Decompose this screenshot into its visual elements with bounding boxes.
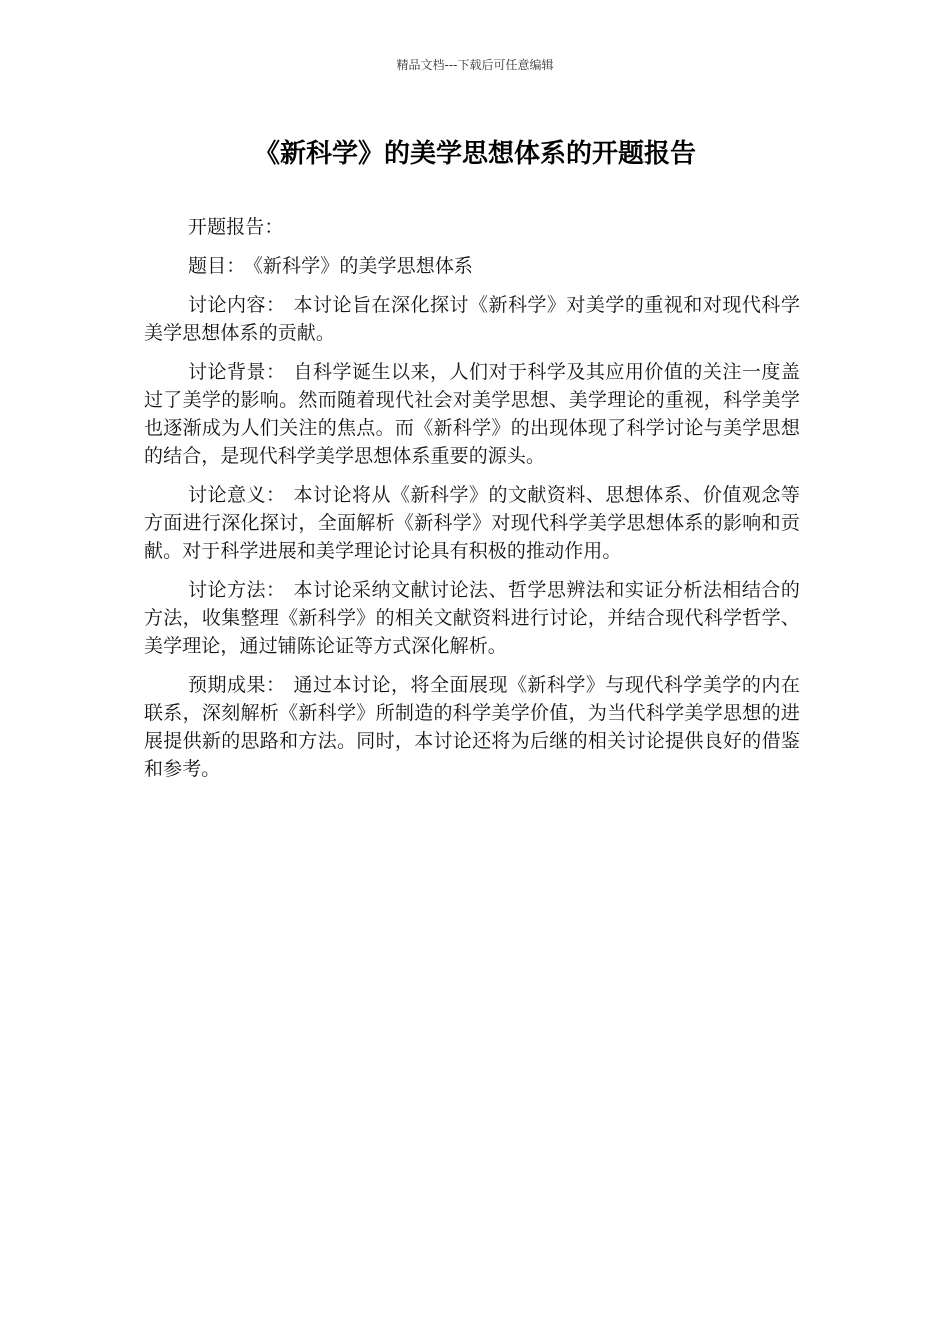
paragraph-text: 本讨论将从《新科学》的文献资料、思想体系、价值观念等方面进行深化探讨，全面解析《新科学》对现代科学美学思想体系的影响和贡献。对于科学进展和美学理论讨论具有积极的推动作用。 [144, 484, 800, 562]
page-title: 《新科学》的美学思想体系的开题报告 [253, 139, 696, 169]
paragraph-text: 本讨论旨在深化探讨《新科学》对美学的重视和对现代科学美学思想体系的贡献。 [144, 294, 800, 344]
paragraph-background [144, 358, 800, 470]
header-note: 精品文档---下载后可任意编辑 [396, 58, 554, 72]
paragraph-method [144, 576, 800, 660]
paragraph-proposal [144, 213, 800, 241]
paragraph-content [144, 291, 800, 347]
paragraph-label: 讨论方法： [188, 579, 286, 601]
paragraph-topic [144, 252, 800, 280]
paragraph-label: 开题报告： [188, 216, 284, 238]
paragraph-significance [144, 481, 800, 565]
paragraph-label: 讨论背景： [188, 361, 286, 383]
document-body [144, 213, 800, 794]
paragraph-expected-results [144, 671, 800, 783]
paragraph-label: 讨论意义： [188, 484, 286, 506]
paragraph-text: 通过本讨论，将全面展现《新科学》与现代科学美学的内在联系，深刻解析《新科学》所制造的科学美学价值，为当代科学美学思想的进展提供新的思路和方法。同时，本讨论还将为后继的相关讨论提供良好的借鉴和参考。 [144, 674, 800, 780]
paragraph-text: 自科学诞生以来，人们对于科学及其应用价值的关注一度盖过了美学的影响。然而随着现代社会对美学思想、美学理论的重视，科学美学也逐渐成为人们关注的焦点。而《新科学》的出现体现了科学讨论与美学思想的结合，是现代科学美学思想体系重要的源头。 [144, 361, 800, 467]
paragraph-label: 预期成果： [188, 674, 286, 696]
paragraph-label: 讨论内容： [188, 294, 286, 316]
paragraph-text: 《新科学》的美学思想体系 [253, 255, 474, 277]
paragraph-text: 本讨论采纳文献讨论法、哲学思辨法和实证分析法相结合的方法，收集整理《新科学》的相关文献资料进行讨论，并结合现代科学哲学、美学理论，通过铺陈论证等方式深化解析。 [144, 579, 800, 657]
paragraph-label: 题目： [188, 255, 246, 277]
